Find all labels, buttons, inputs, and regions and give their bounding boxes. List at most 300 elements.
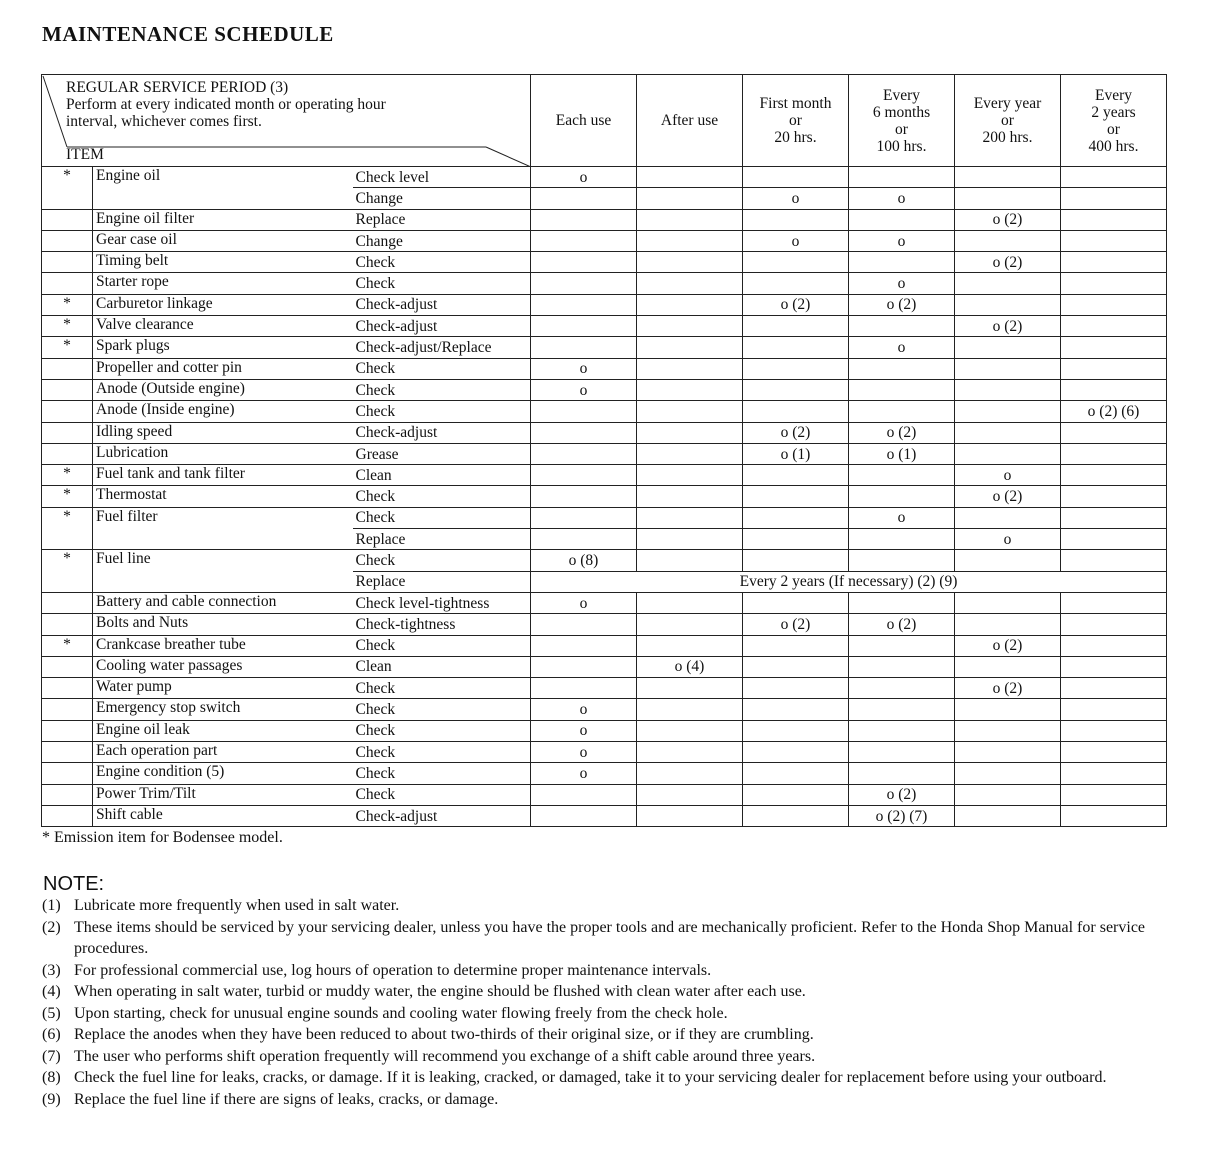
item-name: Starter rope bbox=[93, 273, 353, 294]
schedule-mark bbox=[637, 742, 743, 763]
schedule-mark bbox=[637, 337, 743, 358]
item-name: Anode (Outside engine) bbox=[93, 379, 353, 400]
emission-star: * bbox=[42, 635, 93, 656]
emission-star: * bbox=[42, 316, 93, 337]
service-period-line-1: REGULAR SERVICE PERIOD (3) bbox=[66, 79, 289, 96]
schedule-mark bbox=[531, 188, 637, 209]
schedule-mark bbox=[955, 784, 1061, 805]
schedule-mark bbox=[531, 294, 637, 315]
schedule-mark bbox=[849, 529, 955, 550]
schedule-mark bbox=[637, 188, 743, 209]
schedule-mark bbox=[531, 529, 637, 550]
schedule-mark bbox=[637, 784, 743, 805]
col-header-line: Each use bbox=[555, 112, 612, 129]
item-name: Spark plugs bbox=[93, 337, 353, 358]
schedule-mark bbox=[743, 379, 849, 400]
table-row bbox=[42, 358, 1167, 379]
item-name: Emergency stop switch bbox=[93, 699, 353, 720]
schedule-mark bbox=[743, 486, 849, 507]
schedule-mark: o (2) bbox=[955, 486, 1061, 507]
schedule-mark bbox=[637, 465, 743, 486]
emission-star: * bbox=[42, 550, 93, 593]
note-item bbox=[42, 917, 1182, 960]
schedule-mark: o bbox=[849, 188, 955, 209]
schedule-mark bbox=[743, 167, 849, 188]
schedule-mark bbox=[849, 720, 955, 741]
action: Check bbox=[353, 635, 531, 656]
col-header-line: Every bbox=[882, 86, 920, 104]
item-name: Cooling water passages bbox=[93, 656, 353, 677]
col-header-after-use bbox=[637, 75, 743, 167]
note-item bbox=[42, 981, 1182, 1003]
emission-star bbox=[42, 443, 93, 464]
col-header-line: or bbox=[1001, 112, 1014, 129]
schedule-mark bbox=[743, 401, 849, 422]
schedule-mark: o bbox=[955, 529, 1061, 550]
item-name: Anode (Inside engine) bbox=[93, 401, 353, 422]
schedule-mark bbox=[531, 507, 637, 528]
emission-star bbox=[42, 592, 93, 613]
emission-star: * bbox=[42, 486, 93, 507]
schedule-mark bbox=[637, 805, 743, 826]
schedule-mark bbox=[1061, 592, 1167, 613]
schedule-mark bbox=[849, 379, 955, 400]
col-header-line: 200 hrs. bbox=[982, 129, 1033, 146]
table-row bbox=[42, 656, 1167, 677]
schedule-mark: o bbox=[849, 273, 955, 294]
schedule-mark bbox=[955, 401, 1061, 422]
note-text: Upon starting, check for unusual engine sounds and cooling water flowing freely from the check hole. bbox=[74, 1004, 728, 1022]
schedule-mark bbox=[1061, 273, 1167, 294]
note-item bbox=[42, 895, 1182, 917]
schedule-mark: o bbox=[531, 699, 637, 720]
schedule-mark bbox=[637, 486, 743, 507]
schedule-mark bbox=[1061, 188, 1167, 209]
schedule-mark bbox=[955, 337, 1061, 358]
schedule-mark: o bbox=[531, 379, 637, 400]
item-name: Fuel filter bbox=[93, 507, 353, 550]
action: Check bbox=[353, 507, 531, 528]
schedule-mark bbox=[637, 720, 743, 741]
schedule-mark: o (2) bbox=[955, 635, 1061, 656]
note-item bbox=[42, 1046, 1182, 1068]
schedule-mark bbox=[743, 742, 849, 763]
table-row bbox=[42, 230, 1167, 251]
schedule-mark bbox=[849, 252, 955, 273]
schedule-mark: o bbox=[743, 230, 849, 251]
schedule-mark bbox=[1061, 167, 1167, 188]
schedule-mark bbox=[955, 507, 1061, 528]
action: Change bbox=[353, 230, 531, 251]
emission-star bbox=[42, 699, 93, 720]
schedule-mark bbox=[637, 763, 743, 784]
col-header-line: or bbox=[895, 120, 908, 138]
schedule-mark bbox=[955, 188, 1061, 209]
col-header-every-2-years bbox=[1061, 75, 1167, 167]
schedule-mark: o bbox=[531, 720, 637, 741]
emission-star bbox=[42, 401, 93, 422]
action: Check level bbox=[353, 167, 531, 188]
schedule-mark bbox=[531, 443, 637, 464]
schedule-mark: o bbox=[531, 592, 637, 613]
action: Grease bbox=[353, 443, 531, 464]
schedule-mark bbox=[637, 635, 743, 656]
schedule-mark bbox=[849, 209, 955, 230]
schedule-mark bbox=[743, 273, 849, 294]
table-row bbox=[42, 401, 1167, 422]
col-header-line: 20 hrs. bbox=[774, 129, 817, 146]
schedule-mark: o (2) bbox=[955, 316, 1061, 337]
item-name: Engine oil leak bbox=[93, 720, 353, 741]
emission-star bbox=[42, 784, 93, 805]
table-row bbox=[42, 742, 1167, 763]
note-text: For professional commercial use, log hours of operation to determine proper maintenance intervals. bbox=[74, 961, 712, 979]
schedule-mark bbox=[955, 720, 1061, 741]
emission-star bbox=[42, 273, 93, 294]
schedule-mark bbox=[849, 699, 955, 720]
schedule-mark: o bbox=[743, 188, 849, 209]
schedule-mark bbox=[849, 656, 955, 677]
note-item bbox=[42, 1067, 1182, 1089]
schedule-mark: o (8) bbox=[531, 550, 637, 571]
item-name: Engine condition (5) bbox=[93, 763, 353, 784]
schedule-mark bbox=[1061, 465, 1167, 486]
schedule-mark bbox=[955, 443, 1061, 464]
table-row bbox=[42, 763, 1167, 784]
action: Check bbox=[353, 379, 531, 400]
schedule-mark bbox=[1061, 379, 1167, 400]
col-header-line: 6 months bbox=[872, 103, 931, 121]
item-name: Idling speed bbox=[93, 422, 353, 443]
schedule-mark bbox=[849, 678, 955, 699]
schedule-mark bbox=[531, 401, 637, 422]
action: Check bbox=[353, 678, 531, 699]
table-row bbox=[42, 252, 1167, 273]
action: Check-tightness bbox=[353, 614, 531, 635]
schedule-mark bbox=[1061, 784, 1167, 805]
schedule-mark bbox=[849, 592, 955, 613]
note-text: Lubricate more frequently when used in salt water. bbox=[74, 897, 400, 914]
schedule-mark bbox=[637, 507, 743, 528]
table-row bbox=[42, 273, 1167, 294]
schedule-mark bbox=[955, 699, 1061, 720]
schedule-mark bbox=[1061, 720, 1167, 741]
schedule-mark bbox=[1061, 486, 1167, 507]
schedule-mark bbox=[849, 358, 955, 379]
note-number: (5) bbox=[42, 1004, 61, 1022]
action: Check-adjust bbox=[353, 316, 531, 337]
note-title: NOTE: bbox=[43, 873, 105, 895]
item-name: Lubrication bbox=[93, 443, 353, 464]
table-row bbox=[42, 379, 1167, 400]
service-period-line-2: Perform at every indicated month or operating hour bbox=[66, 96, 386, 113]
note-text: These items should be serviced by your servicing dealer, unless you have the proper tools and are mechanically proficient. Refer to the Honda Shop Manual for service procedures. bbox=[74, 918, 1146, 957]
action: Check-adjust/Replace bbox=[353, 337, 531, 358]
table-row bbox=[42, 167, 1167, 188]
schedule-mark bbox=[955, 614, 1061, 635]
col-header-line: Every year bbox=[973, 95, 1042, 112]
table-row bbox=[42, 337, 1167, 358]
note-number: (7) bbox=[42, 1047, 61, 1065]
action: Replace bbox=[353, 529, 531, 550]
note-number: (1) bbox=[42, 897, 61, 914]
col-header-line: Every bbox=[1094, 86, 1132, 104]
schedule-mark bbox=[637, 358, 743, 379]
schedule-mark bbox=[743, 678, 849, 699]
action: Check bbox=[353, 699, 531, 720]
schedule-mark bbox=[955, 656, 1061, 677]
schedule-mark bbox=[531, 805, 637, 826]
schedule-mark bbox=[531, 230, 637, 251]
table-row bbox=[42, 465, 1167, 486]
schedule-mark bbox=[743, 592, 849, 613]
emission-star bbox=[42, 209, 93, 230]
schedule-mark bbox=[1061, 422, 1167, 443]
schedule-mark: o bbox=[849, 337, 955, 358]
col-header-line: After use bbox=[660, 112, 719, 129]
action: Check bbox=[353, 401, 531, 422]
schedule-mark bbox=[743, 720, 849, 741]
item-name: Engine oil filter bbox=[93, 209, 353, 230]
schedule-mark bbox=[743, 529, 849, 550]
emission-star: * bbox=[42, 167, 93, 210]
schedule-mark bbox=[531, 465, 637, 486]
schedule-mark bbox=[637, 443, 743, 464]
schedule-mark bbox=[955, 294, 1061, 315]
schedule-mark bbox=[849, 742, 955, 763]
schedule-mark bbox=[743, 656, 849, 677]
emission-star: * bbox=[42, 337, 93, 358]
schedule-mark bbox=[849, 167, 955, 188]
action: Check-adjust bbox=[353, 805, 531, 826]
schedule-mark bbox=[637, 592, 743, 613]
schedule-mark: o (2) bbox=[849, 614, 955, 635]
table-row bbox=[42, 443, 1167, 464]
schedule-mark bbox=[531, 252, 637, 273]
schedule-mark bbox=[743, 358, 849, 379]
table-row bbox=[42, 699, 1167, 720]
note-text: The user who performs shift operation frequently will recommend you exchange of a shift cable around three years. bbox=[74, 1047, 816, 1065]
emission-star bbox=[42, 230, 93, 251]
action: Check bbox=[353, 742, 531, 763]
note-text: Replace the anodes when they have been reduced to about two-thirds of their original size, or if they are crumbling. bbox=[74, 1026, 814, 1043]
schedule-mark bbox=[1061, 805, 1167, 826]
page-title: MAINTENANCE SCHEDULE bbox=[42, 22, 334, 46]
emission-star bbox=[42, 358, 93, 379]
schedule-mark bbox=[637, 529, 743, 550]
service-period-line-3: interval, whichever comes first. bbox=[66, 113, 262, 130]
schedule-mark bbox=[531, 422, 637, 443]
item-column-label: ITEM bbox=[66, 146, 104, 163]
schedule-mark: o (2) bbox=[849, 422, 955, 443]
schedule-mark bbox=[1061, 529, 1167, 550]
table-row bbox=[42, 550, 1167, 571]
col-header-line: or bbox=[1107, 120, 1120, 138]
note-number: (2) bbox=[42, 918, 61, 936]
action: Check level-tightness bbox=[353, 592, 531, 613]
item-name: Fuel line bbox=[93, 550, 353, 593]
schedule-mark bbox=[1061, 294, 1167, 315]
schedule-mark bbox=[531, 784, 637, 805]
note-item bbox=[42, 1024, 1182, 1046]
note-item bbox=[42, 1003, 1182, 1025]
item-name: Crankcase breather tube bbox=[93, 635, 353, 656]
schedule-mark: o (2) (7) bbox=[849, 805, 955, 826]
item-name: Propeller and cotter pin bbox=[93, 358, 353, 379]
action: Check bbox=[353, 784, 531, 805]
schedule-mark: o (2) bbox=[743, 614, 849, 635]
schedule-mark: o bbox=[955, 465, 1061, 486]
schedule-mark bbox=[1061, 699, 1167, 720]
col-header-line: 2 years bbox=[1091, 103, 1136, 121]
note-number: (8) bbox=[42, 1069, 61, 1086]
schedule-mark bbox=[743, 763, 849, 784]
item-name: Engine oil bbox=[93, 167, 353, 210]
table-row bbox=[42, 507, 1167, 528]
item-name: Bolts and Nuts bbox=[93, 614, 353, 635]
table-row bbox=[42, 209, 1167, 230]
col-header-every-year bbox=[955, 75, 1061, 167]
service-period-heading bbox=[66, 79, 386, 130]
table-row bbox=[42, 316, 1167, 337]
note-text: When operating in salt water, turbid or muddy water, the engine should be flushed with clean water after each use. bbox=[74, 983, 806, 1000]
action: Clean bbox=[353, 656, 531, 677]
schedule-mark bbox=[849, 763, 955, 784]
action: Clean bbox=[353, 465, 531, 486]
schedule-mark bbox=[743, 209, 849, 230]
schedule-mark bbox=[955, 550, 1061, 571]
table-row bbox=[42, 614, 1167, 635]
notes-list bbox=[42, 895, 1182, 1110]
item-name: Fuel tank and tank filter bbox=[93, 465, 353, 486]
emission-star bbox=[42, 379, 93, 400]
schedule-mark: o bbox=[531, 358, 637, 379]
action: Check bbox=[353, 273, 531, 294]
schedule-mark bbox=[1061, 678, 1167, 699]
emission-star bbox=[42, 614, 93, 635]
schedule-mark bbox=[637, 614, 743, 635]
item-name: Shift cable bbox=[93, 805, 353, 826]
schedule-mark: o (2) bbox=[849, 294, 955, 315]
action: Check-adjust bbox=[353, 294, 531, 315]
schedule-mark bbox=[743, 337, 849, 358]
schedule-mark bbox=[1061, 443, 1167, 464]
emission-star bbox=[42, 656, 93, 677]
emission-star bbox=[42, 742, 93, 763]
schedule-mark: o (2) bbox=[955, 678, 1061, 699]
schedule-mark bbox=[743, 252, 849, 273]
note-number: (3) bbox=[42, 961, 61, 979]
schedule-mark bbox=[531, 486, 637, 507]
action: Check bbox=[353, 358, 531, 379]
item-name: Timing belt bbox=[93, 252, 353, 273]
item-name: Water pump bbox=[93, 678, 353, 699]
col-header-line: 400 hrs. bbox=[1088, 137, 1139, 155]
maintenance-table bbox=[41, 74, 1167, 827]
action: Replace bbox=[353, 571, 531, 592]
item-name: Gear case oil bbox=[93, 230, 353, 251]
header-row bbox=[42, 75, 1167, 167]
schedule-mark: o (2) (6) bbox=[1061, 401, 1167, 422]
table-row bbox=[42, 720, 1167, 741]
schedule-mark bbox=[1061, 614, 1167, 635]
schedule-mark bbox=[743, 784, 849, 805]
item-name: Each operation part bbox=[93, 742, 353, 763]
emission-star: * bbox=[42, 507, 93, 550]
schedule-mark bbox=[531, 337, 637, 358]
action: Change bbox=[353, 188, 531, 209]
action: Check-adjust bbox=[353, 422, 531, 443]
schedule-mark bbox=[637, 379, 743, 400]
note-number: (6) bbox=[42, 1026, 61, 1043]
schedule-mark bbox=[955, 379, 1061, 400]
schedule-mark: o (2) bbox=[955, 252, 1061, 273]
col-header-line: First month bbox=[759, 95, 832, 112]
table-row bbox=[42, 294, 1167, 315]
schedule-mark bbox=[955, 742, 1061, 763]
table-row bbox=[42, 422, 1167, 443]
col-header-every-6-months bbox=[849, 75, 955, 167]
schedule-mark bbox=[743, 635, 849, 656]
note-number: (4) bbox=[42, 983, 61, 1000]
note-text: Check the fuel line for leaks, cracks, or damage. If it is leaking, cracked, or damaged, take it to your servicing dealer for replacement before using your outboard. bbox=[74, 1069, 1107, 1086]
item-name: Thermostat bbox=[93, 486, 353, 507]
table-row bbox=[42, 805, 1167, 826]
action: Replace bbox=[353, 209, 531, 230]
schedule-mark bbox=[743, 507, 849, 528]
item-name: Carburetor linkage bbox=[93, 294, 353, 315]
schedule-mark bbox=[1061, 550, 1167, 571]
schedule-mark bbox=[637, 699, 743, 720]
schedule-mark bbox=[1061, 507, 1167, 528]
action: Check bbox=[353, 550, 531, 571]
schedule-mark bbox=[637, 678, 743, 699]
schedule-mark bbox=[1061, 742, 1167, 763]
schedule-mark bbox=[743, 550, 849, 571]
schedule-mark bbox=[849, 316, 955, 337]
schedule-mark bbox=[1061, 763, 1167, 784]
schedule-mark bbox=[531, 273, 637, 294]
schedule-mark bbox=[637, 422, 743, 443]
schedule-mark bbox=[637, 294, 743, 315]
schedule-mark: o (2) bbox=[955, 209, 1061, 230]
schedule-mark bbox=[637, 209, 743, 230]
table-row bbox=[42, 784, 1167, 805]
schedule-mark: o (1) bbox=[743, 443, 849, 464]
col-header-first-month bbox=[743, 75, 849, 167]
emission-star bbox=[42, 720, 93, 741]
schedule-mark bbox=[1061, 209, 1167, 230]
schedule-mark bbox=[531, 316, 637, 337]
action: Check bbox=[353, 486, 531, 507]
table-row bbox=[42, 678, 1167, 699]
schedule-mark bbox=[531, 656, 637, 677]
table-row bbox=[42, 592, 1167, 613]
schedule-mark bbox=[743, 316, 849, 337]
emission-star bbox=[42, 678, 93, 699]
schedule-mark bbox=[955, 167, 1061, 188]
schedule-mark bbox=[637, 316, 743, 337]
item-name: Power Trim/Tilt bbox=[93, 784, 353, 805]
schedule-mark bbox=[1061, 358, 1167, 379]
note-item bbox=[42, 1089, 1182, 1111]
schedule-mark bbox=[637, 167, 743, 188]
item-name: Valve clearance bbox=[93, 316, 353, 337]
schedule-mark: o bbox=[849, 230, 955, 251]
schedule-mark bbox=[955, 422, 1061, 443]
schedule-mark bbox=[849, 635, 955, 656]
schedule-mark bbox=[849, 465, 955, 486]
